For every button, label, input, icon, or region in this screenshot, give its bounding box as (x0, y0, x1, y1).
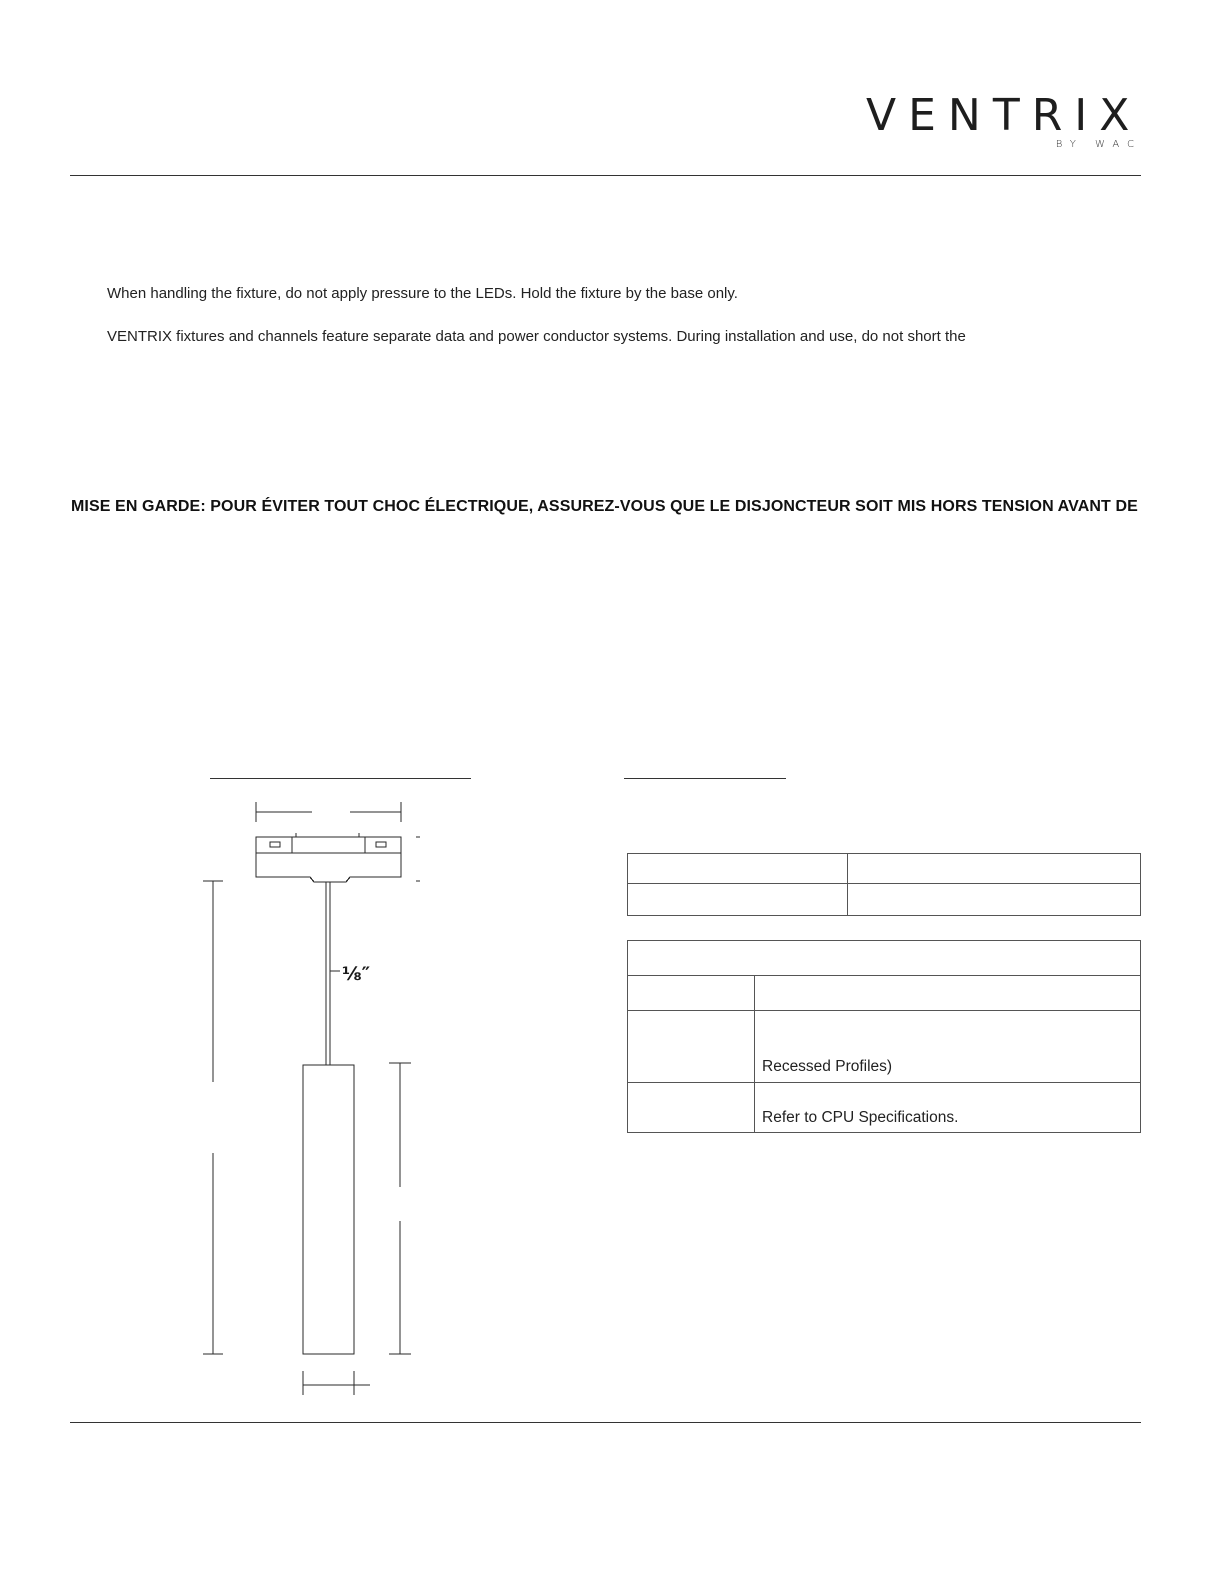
spec-table-header-divider (628, 975, 1140, 976)
spec-table-top-col-divider (847, 854, 848, 915)
specs-heading-rule (624, 778, 786, 779)
spec-table-row1-divider (628, 1010, 1140, 1011)
footer-rule (70, 1422, 1141, 1423)
french-warning: MISE EN GARDE: POUR ÉVITER TOUT CHOC ÉLECTRIQUE, ASSUREZ-VOUS QUE LE DISJONCTEUR SOIT MIS HORS TENSION AVANT DE (71, 498, 1138, 515)
spec-table-main (627, 940, 1141, 1133)
canopy-slot-left (270, 842, 280, 847)
fixture-drawing (190, 795, 420, 1405)
spec-table-top-row-divider (628, 883, 1140, 884)
cable-dimension-label: ⅛″ (342, 963, 371, 985)
brand-logo (866, 90, 1142, 150)
brand-name: VENTRIX (866, 90, 1142, 141)
dimensions-heading-rule (210, 778, 471, 779)
mounting-cell-text: Recessed Profiles) (762, 1058, 893, 1075)
conductor-note: VENTRIX fixtures and channels feature separate data and power conductor systems. During installation and use, do not short the (107, 328, 966, 345)
spec-table-row2-divider (628, 1082, 1140, 1083)
handling-note: When handling the fixture, do not apply pressure to the LEDs. Hold the fixture by the base only. (107, 285, 738, 302)
canopy-body (256, 853, 401, 882)
spec-table-top (627, 853, 1141, 916)
canopy-slot-right (376, 842, 386, 847)
canopy-top (256, 837, 401, 853)
header-rule (70, 175, 1141, 176)
pendant-body (303, 1065, 354, 1354)
spec-table-col-divider (754, 975, 755, 1133)
brand-subtitle: BY WAC (1055, 139, 1142, 150)
power-cell-text: Refer to CPU Specifications. (762, 1109, 959, 1126)
